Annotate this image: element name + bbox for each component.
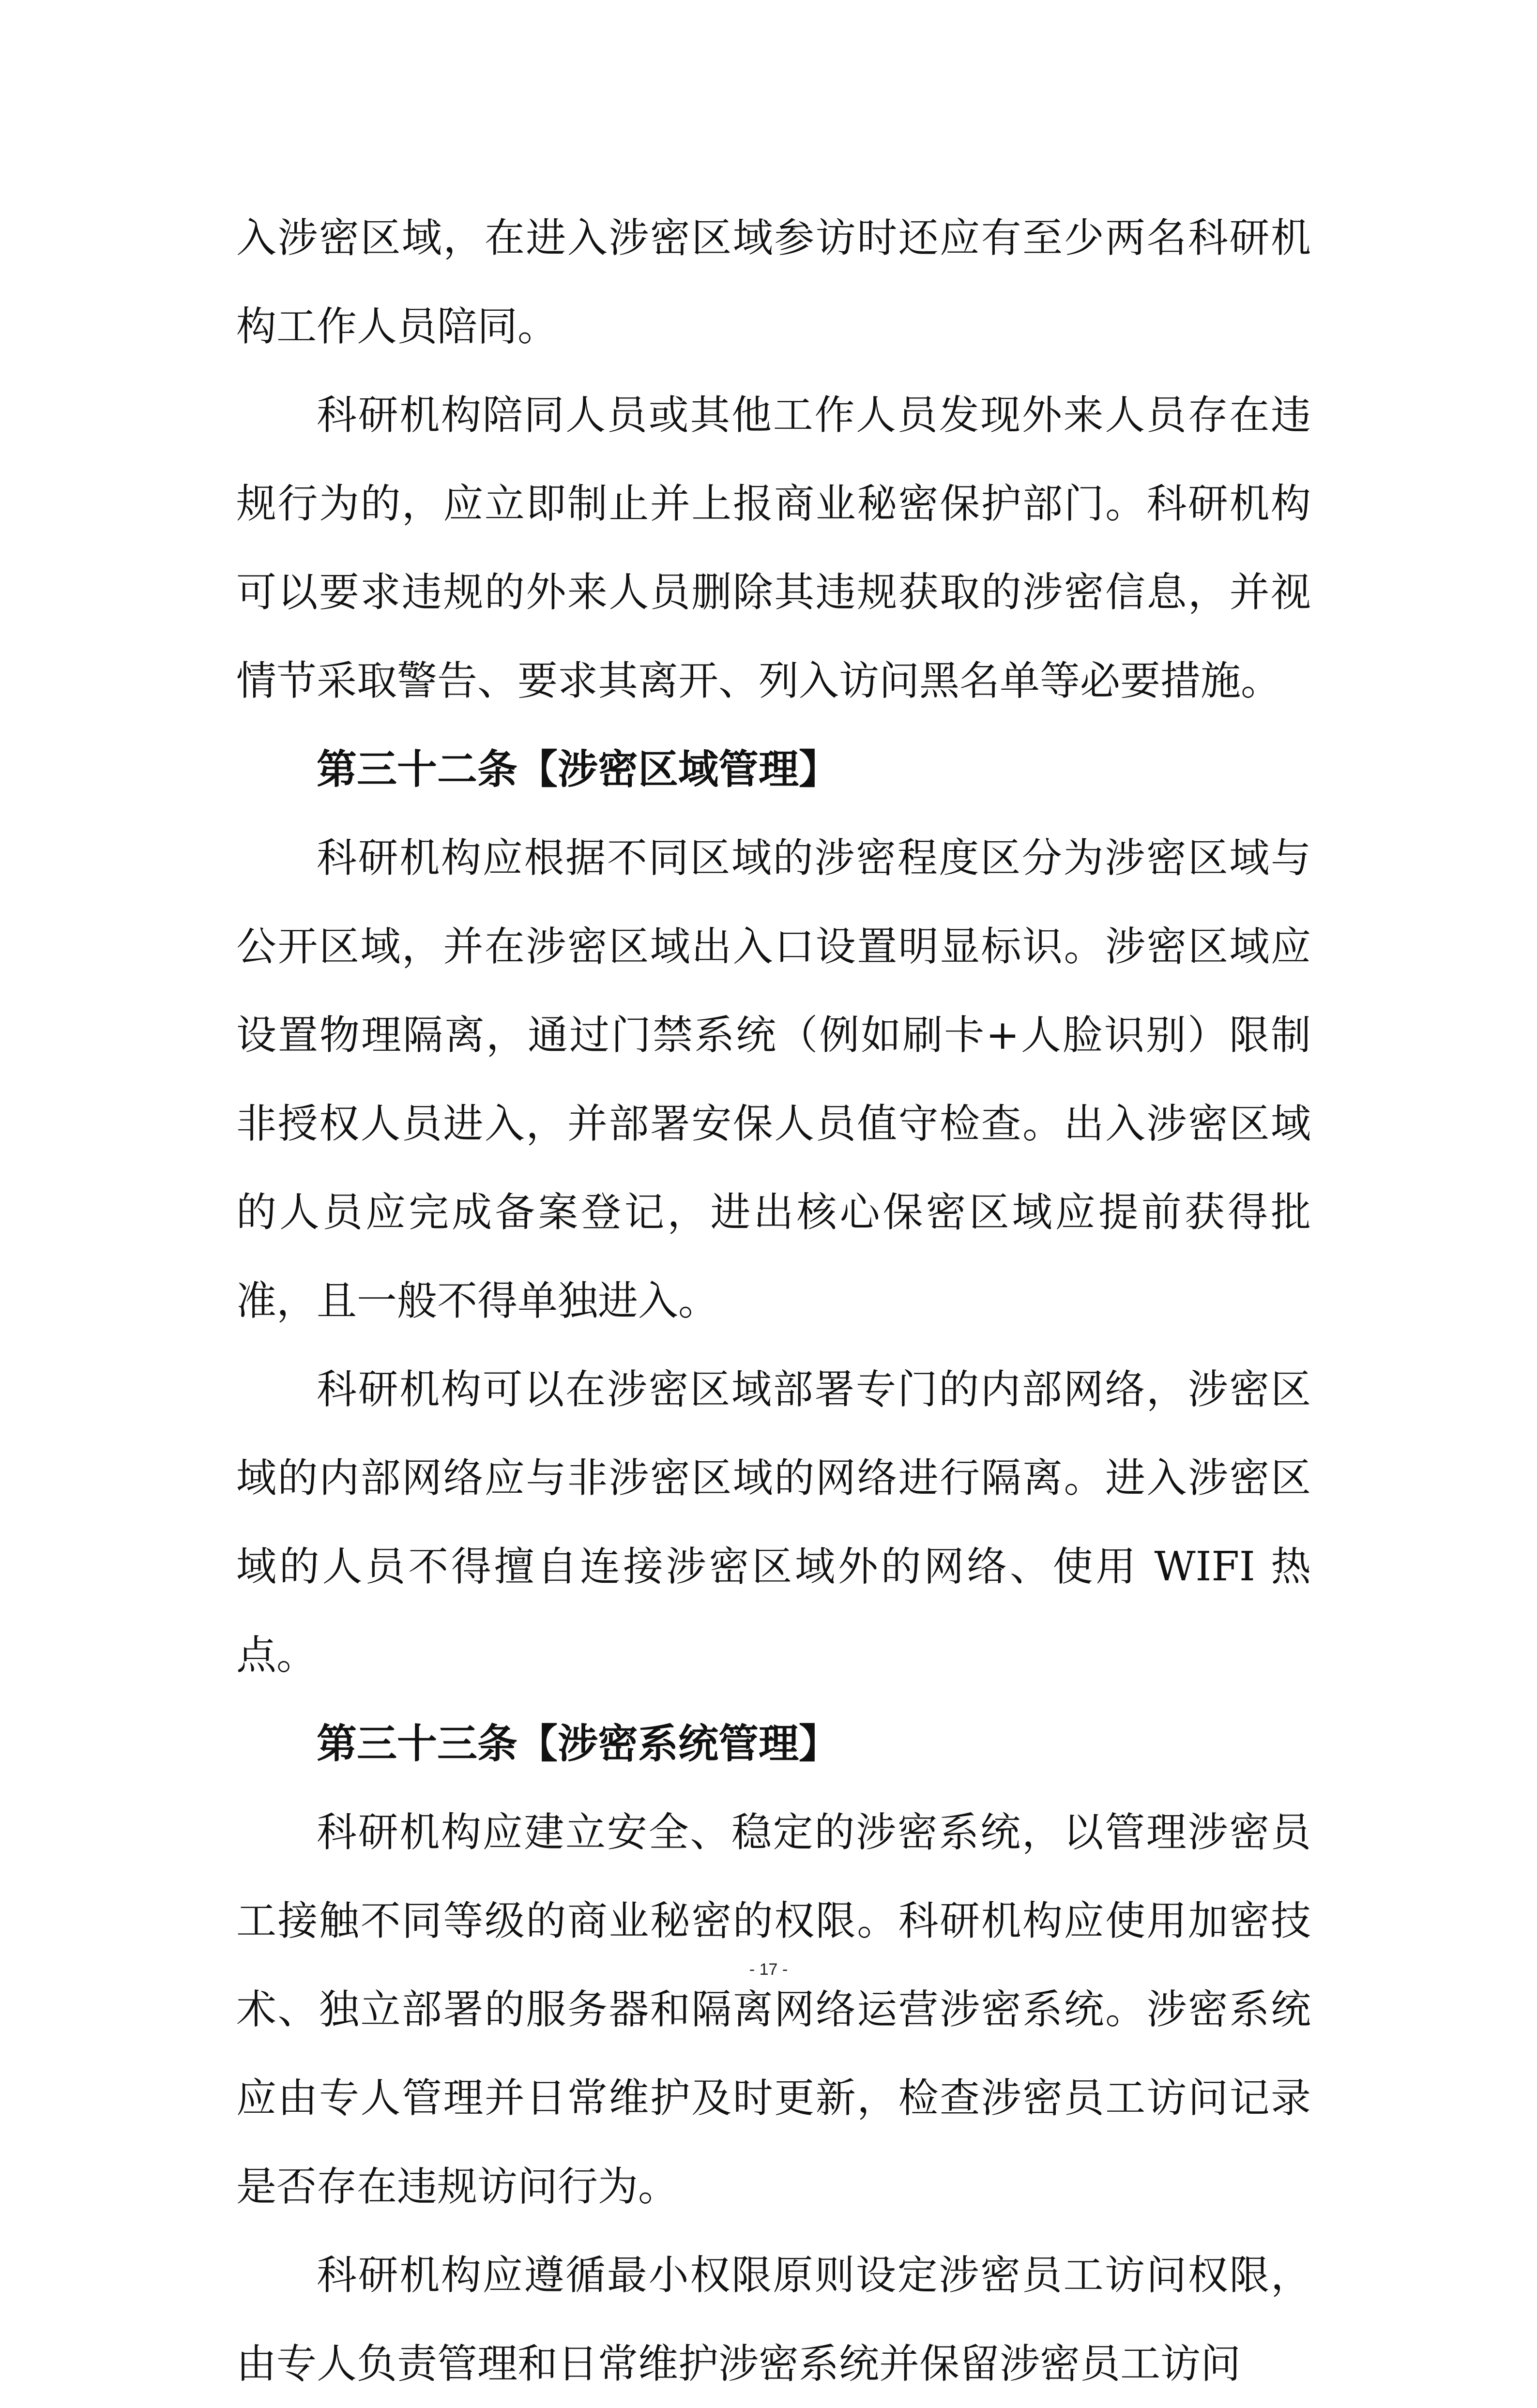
paragraph: 科研机构陪同人员或其他工作人员发现外来人员存在违规行为的，应立即制止并上报商业秘密保护部门。科研机构可以要求违规的外来人员删除其违规获取的涉密信息，并视情节采取警告、要求其离开、列入访问黑名单等必要措施。 — [236, 392, 1311, 704]
paragraph: 科研机构应根据不同区域的涉密程度区分为涉密区域与公开区域，并在涉密区域出入口设置明显标识。涉密区域应设置物理隔离，通过门禁系统（例如刷卡+人脸识别）限制非授权人员进入，并部署安保人员值守检查。出入涉密区域的人员应完成备案登记，进出核心保密区域应提前获得批准，且一般不得单独进入。 — [236, 834, 1311, 1324]
paragraph: 科研机构应建立安全、稳定的涉密系统，以管理涉密员工接触不同等级的商业秘密的权限。科研机构应使用加密技术、独立部署的服务器和隔离网络运营涉密系统。涉密系统应由专人管理并日常维护及时更新，检查涉密员工访问记录是否存在违规访问行为。 — [236, 1809, 1311, 2210]
article-heading-32: 第三十二条【涉密区域管理】 — [317, 745, 839, 793]
document-body — [236, 194, 1311, 2408]
paragraph: 科研机构应遵循最小权限原则设定涉密员工访问权限，由专人负责管理和日常维护涉密系统并保留涉密员工访问 — [236, 2252, 1311, 2387]
page-number: - 17 - — [749, 1960, 788, 1979]
paragraph: 科研机构可以在涉密区域部署专门的内部网络，涉密区域的内部网络应与非涉密区域的网络进行隔离。进入涉密区域的人员不得擅自连接涉密区域外的网络、使用 WIFI 热点。 — [236, 1366, 1311, 1679]
article-heading-33: 第三十三条【涉密系统管理】 — [317, 1720, 839, 1767]
paragraph-continued: 入涉密区域，在进入涉密区域参访时还应有至少两名科研机构工作人员陪同。 — [236, 214, 1311, 350]
